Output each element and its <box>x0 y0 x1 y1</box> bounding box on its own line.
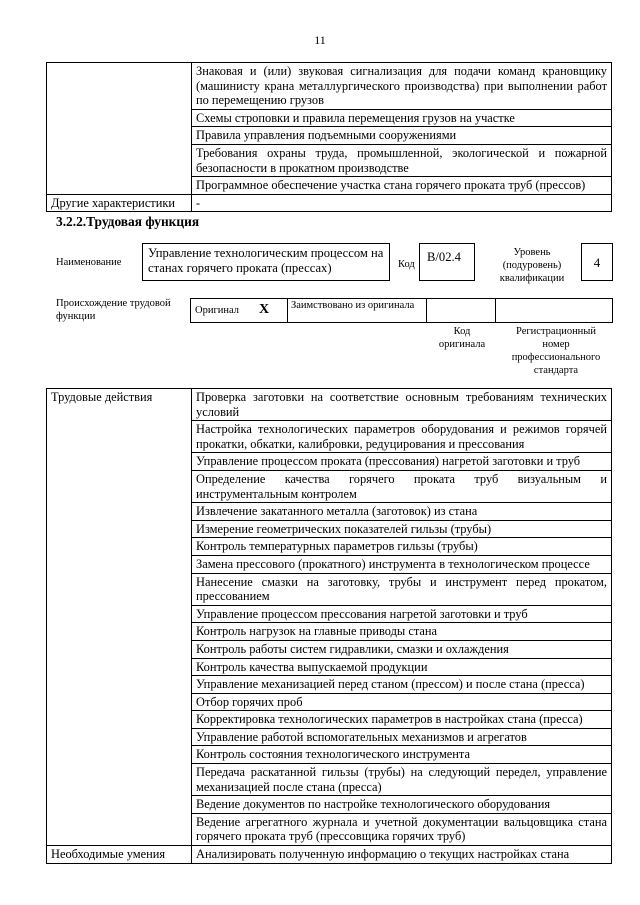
skill-item: Анализировать полученную информацию о текущих настройках стана <box>192 846 612 864</box>
labor-action-item: Контроль температурных параметров гильзы (трубы) <box>192 538 612 556</box>
reg-number-cell <box>495 298 613 323</box>
origin-row <box>190 298 614 323</box>
labor-action-item: Корректировка технологических параметров в настройках стана (пресса) <box>192 711 612 729</box>
origin-label: Происхождение трудовой функции <box>56 298 171 322</box>
original-label: Оригинал <box>195 305 239 316</box>
function-code-box: B/02.4 <box>419 243 475 281</box>
labor-action-item: Управление механизацией перед станом (прессом) и после стана (пресса) <box>192 676 612 694</box>
labor-action-item: Замена прессового (прокатного) инструмента в технологическом процессе <box>192 555 612 573</box>
knowledge-item: Требования охраны труда, промышленной, экологической и пожарной безопасности в прокатном производстве <box>192 144 612 176</box>
original-cell <box>190 298 288 323</box>
page-number: 11 <box>314 33 326 47</box>
labor-action-item: Проверка заготовки на соответствие основным требованиям технических условий <box>192 389 612 421</box>
labor-action-item: Управление процессом прессования нагретой заготовки и труб <box>192 605 612 623</box>
labor-action-item: Управление процессом проката (прессования) нагретой заготовки и труб <box>192 453 612 471</box>
knowledge-item: Программное обеспечение участка стана горячего проката труб (прессов) <box>192 177 612 195</box>
knowledge-item: Правила управления подъемными сооружениями <box>192 127 612 145</box>
labor-action-item: Измерение геометрических показателей гильзы (трубы) <box>192 520 612 538</box>
labor-action-item: Контроль качества выпускаемой продукции <box>192 658 612 676</box>
level-label: Уровень (подуровень) квалификации <box>499 247 565 284</box>
other-characteristics-value: - <box>192 194 612 212</box>
section-title: 3.2.2.Трудовая функция <box>56 214 200 229</box>
knowledge-table-continued <box>46 62 612 212</box>
labor-actions-label: Трудовые действия <box>47 389 192 846</box>
level-value-box: 4 <box>581 243 613 281</box>
skills-label: Необходимые умения <box>47 846 192 864</box>
knowledge-item: Схемы строповки и правила перемещения грузов на участке <box>192 109 612 127</box>
other-characteristics-label: Другие характеристики <box>47 194 192 212</box>
origin-code-cell <box>426 298 496 323</box>
labor-action-item: Определение качества горячего проката труб визуальным и инструментальным контролем <box>192 470 612 502</box>
labor-action-item: Передача раскатанной гильзы (трубы) на следующий передел, управление механизацией после стана (пресса) <box>192 764 612 796</box>
labor-action-item: Ведение агрегатного журнала и учетной документации вальцовщика стана горячего проката труб (прессовщика горячих труб) <box>192 813 612 845</box>
function-name-box: Управление технологическим процессом на станах горячего проката (прессах) <box>142 243 390 281</box>
labor-action-item: Нанесение смазки на заготовку, трубы и инструмент перед прокатом, прессованием <box>192 573 612 605</box>
labor-action-item: Контроль состояния технологического инструмента <box>192 746 612 764</box>
code-label: Код <box>398 259 415 270</box>
reg-number-label: Регистрационный номер профессионального стандарта <box>511 326 601 376</box>
empty-label-cell <box>47 63 192 195</box>
origin-code-label: Код оригинала <box>438 326 486 350</box>
labor-action-item: Извлечение закатанного металла (заготовок) из стана <box>192 503 612 521</box>
labor-actions-table <box>46 388 612 864</box>
labor-action-item: Управление работой вспомогательных механизмов и агрегатов <box>192 728 612 746</box>
labor-action-item: Ведение документов по настройке технологического оборудования <box>192 796 612 814</box>
name-label: Наименование <box>56 257 122 268</box>
labor-action-item: Отбор горячих проб <box>192 693 612 711</box>
labor-action-item: Контроль работы систем гидравлики, смазки и охлаждения <box>192 640 612 658</box>
original-mark: X <box>259 302 270 317</box>
labor-action-item: Настройка технологических параметров оборудования и режимов горячей прокатки, обкатки, калибровки, редуцирования и прессования <box>192 421 612 453</box>
knowledge-item: Знаковая и (или) звуковая сигнализация для подачи команд крановщику (машинисту крана металлургического производства) при выполнении работ по перемещению грузов <box>192 63 612 110</box>
labor-action-item: Контроль нагрузок на главные приводы стана <box>192 623 612 641</box>
borrowed-cell: Заимствовано из оригинала <box>287 298 427 323</box>
